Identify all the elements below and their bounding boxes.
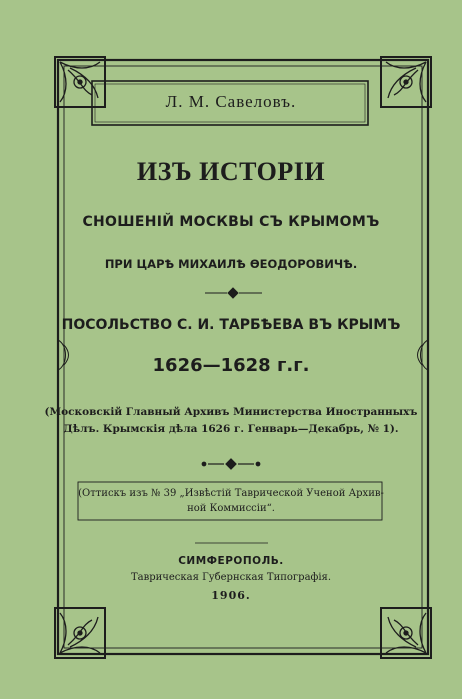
author-name: Л. М. Савеловъ.	[165, 92, 297, 111]
title-line-1: ИЗЪ ИСТОРIИ	[136, 157, 326, 186]
title-line-2: СНОШЕНIЙ МОСКВЫ СЪ КРЫМОМЪ	[82, 214, 380, 230]
subtitle-embassy: ПОСОЛЬСТВО С. И. ТАРБѢЕВА ВЪ КРЫМЪ	[61, 317, 401, 333]
source-note-line-1: (Московскiй Главный Архивъ Министерства Иностранныхъ	[44, 406, 418, 418]
corner-ornament-bottom-left	[55, 608, 105, 658]
imprint-city: СИМФЕРОПОЛЬ.	[178, 555, 284, 567]
title-line-3: ПРИ ЦАРѢ МИХАИЛѢ ѲЕОДОРОВИЧѢ.	[104, 257, 358, 271]
years-range: 1626—1628 г.г.	[152, 355, 310, 376]
imprint-printer: Таврическая Губернская Типографiя.	[130, 572, 332, 583]
imprint-year: 1906.	[211, 589, 251, 602]
offprint-note-line-2: ной Коммиссiи“.	[187, 503, 275, 514]
divider-fleuron	[202, 459, 260, 469]
source-note-line-2: Дѣлъ. Крымскiя дѣла 1626 г. Генварь—Декабрь, № 1).	[63, 423, 399, 435]
offprint-note-line-1: (Оттискъ изъ № 39 „Извѣстiй Таврической Ученой Архив-	[78, 488, 384, 499]
divider-diamond	[205, 288, 262, 298]
corner-ornament-bottom-right	[381, 608, 431, 658]
